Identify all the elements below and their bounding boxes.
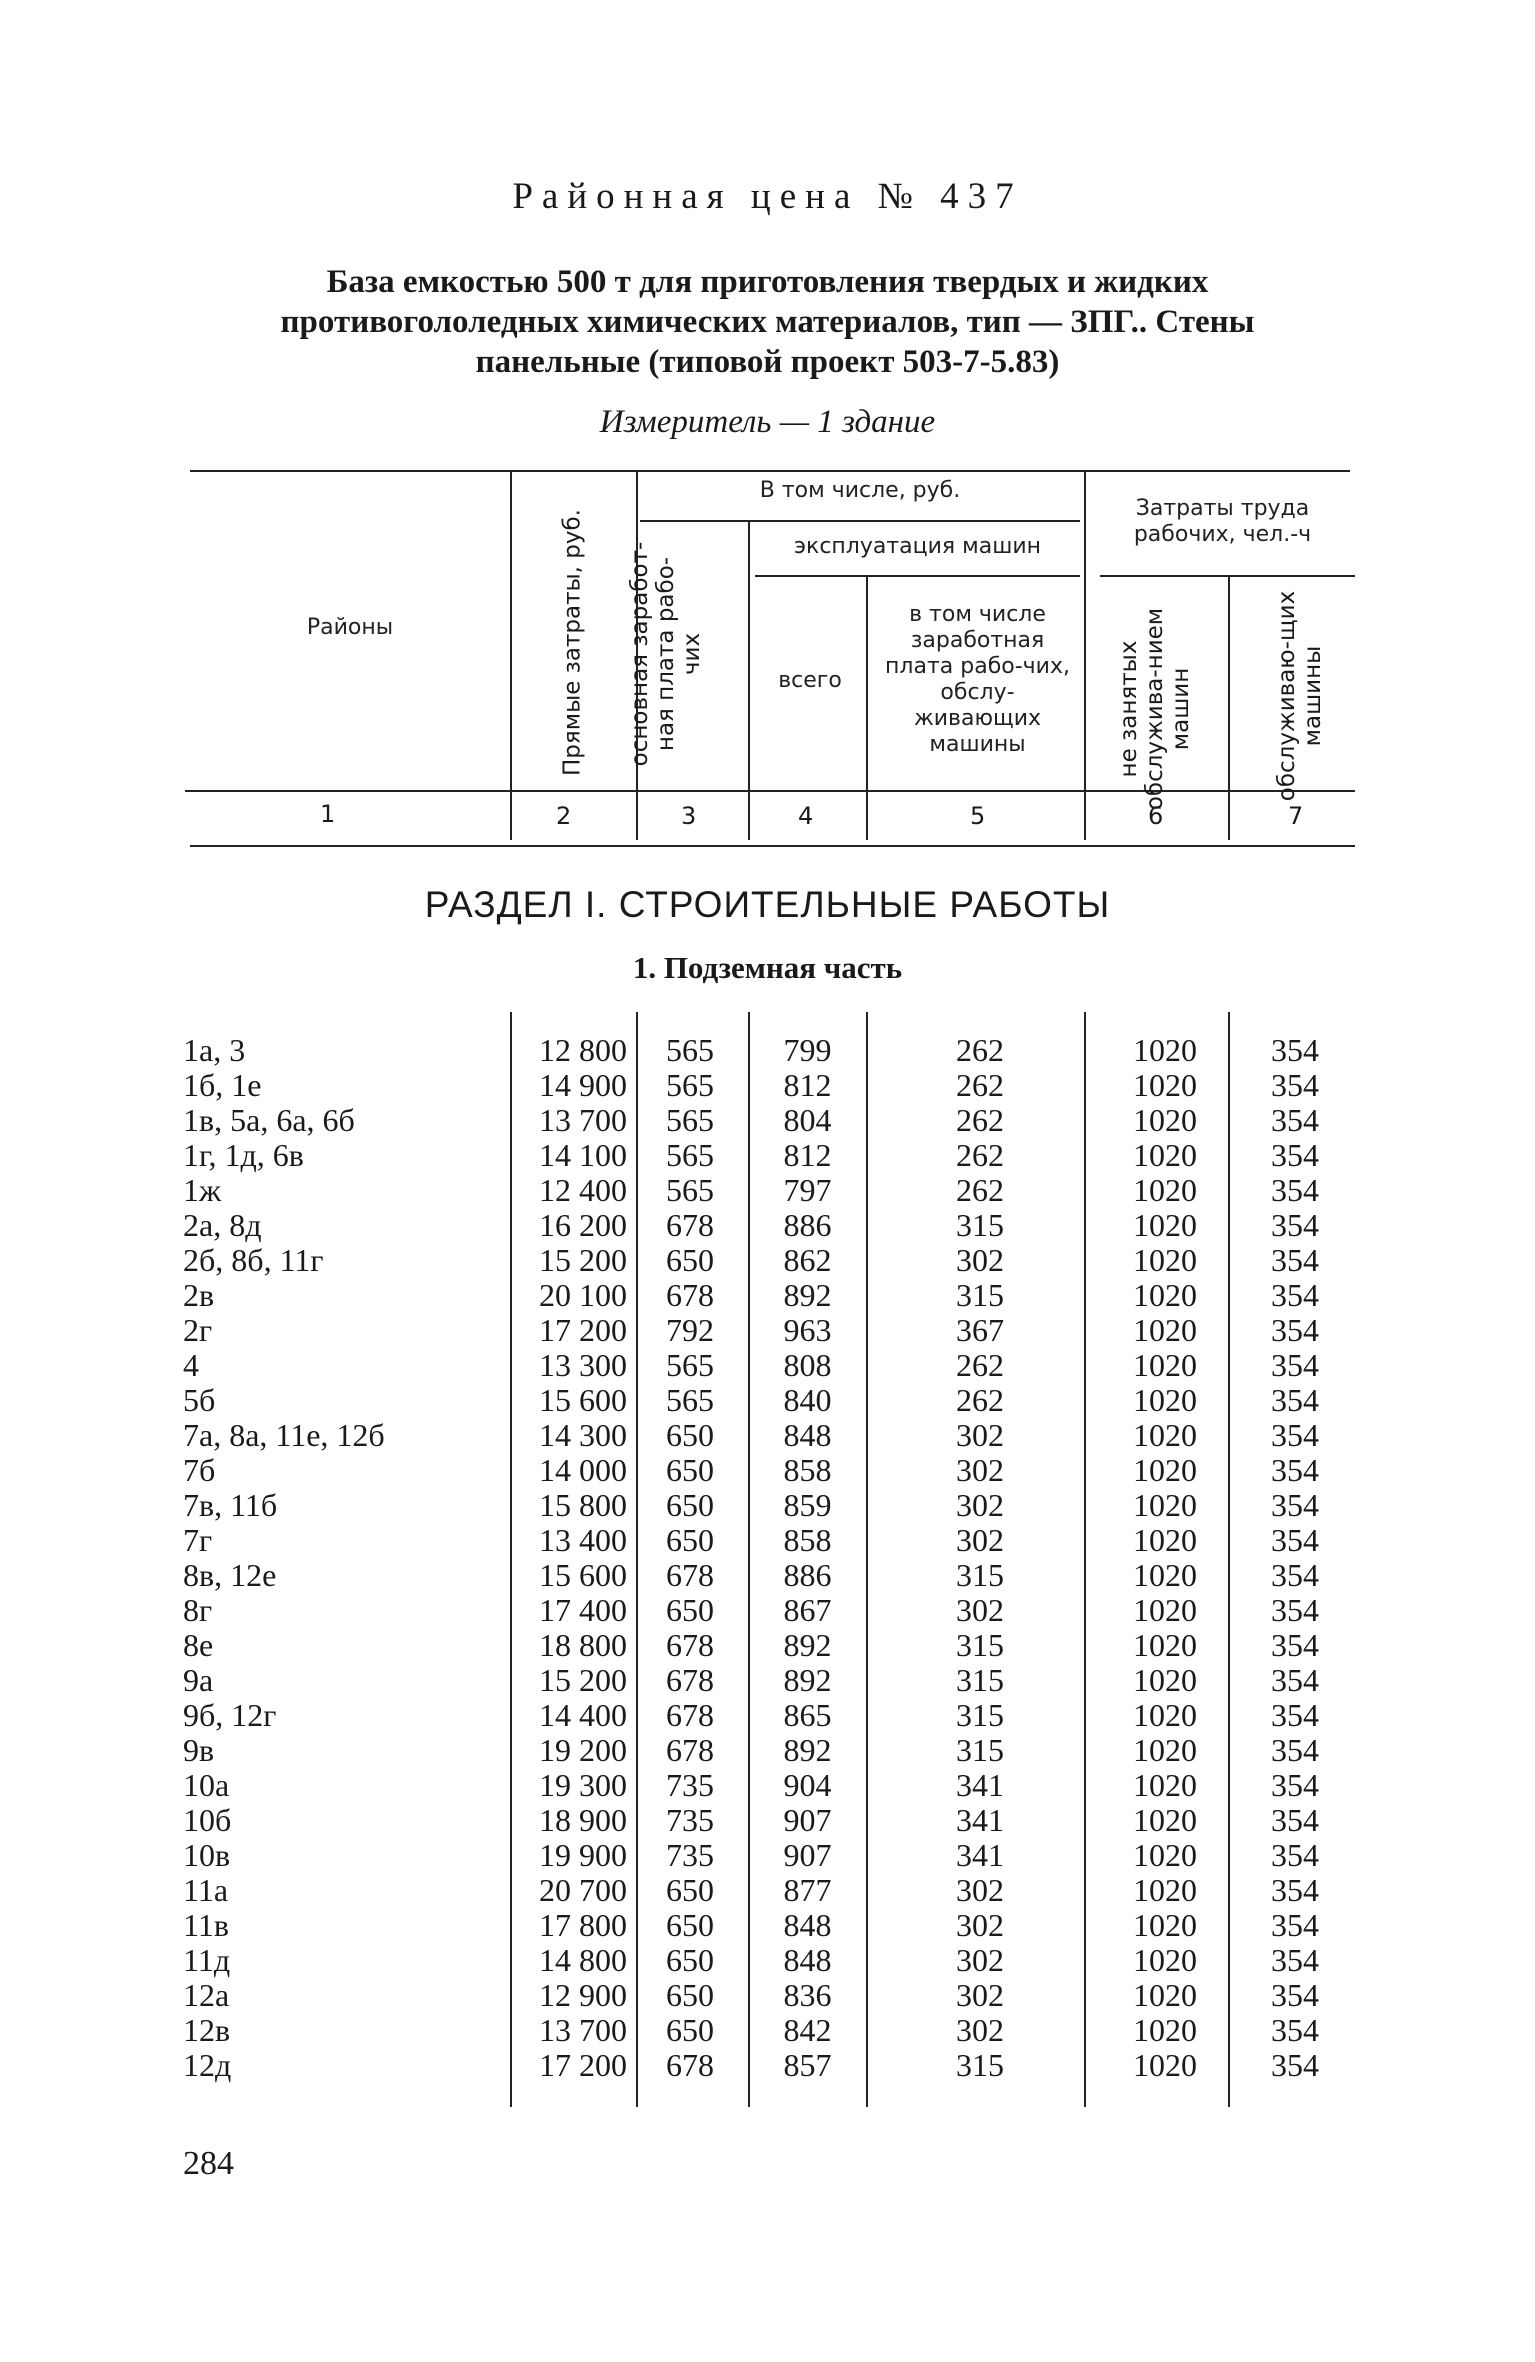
labor-not-servicing-cell: 1020 — [1133, 1907, 1197, 1943]
region-cell: 5б — [183, 1382, 216, 1418]
machines-total-cell: 848 — [783, 1907, 832, 1943]
base-wage-cell: 565 — [666, 1382, 714, 1418]
table-row — [0, 1873, 1535, 1908]
direct-costs-cell: 14 000 — [539, 1452, 627, 1488]
direct-costs-cell: 14 100 — [539, 1137, 627, 1173]
machines-total-cell: 963 — [783, 1312, 832, 1348]
table-row — [0, 1523, 1535, 1558]
labor-servicing-cell: 354 — [1271, 1942, 1319, 1978]
column-number: 2 — [556, 802, 572, 830]
region-cell: 7г — [183, 1522, 213, 1558]
labor-not-servicing-cell: 1020 — [1133, 1487, 1197, 1523]
region-cell: 7а, 8а, 11е, 12б — [183, 1417, 385, 1453]
table-row — [0, 1453, 1535, 1488]
labor-not-servicing-cell: 1020 — [1133, 1802, 1197, 1838]
region-cell: 9б, 12г — [183, 1697, 277, 1733]
column-number: 3 — [681, 802, 697, 830]
machines-total-cell: 892 — [783, 1277, 832, 1313]
labor-servicing-cell: 354 — [1271, 1977, 1319, 2013]
table-row — [0, 1278, 1535, 1313]
base-wage-cell: 650 — [666, 1592, 714, 1628]
header-direct-costs: Прямые затраты, руб. — [559, 509, 586, 777]
machines-total-cell: 865 — [783, 1697, 832, 1733]
machines-wage-cell: 302 — [956, 2012, 1004, 2048]
base-wage-cell: 565 — [666, 1347, 714, 1383]
base-wage-cell: 735 — [666, 1802, 714, 1838]
machines-wage-cell: 262 — [956, 1102, 1004, 1138]
labor-not-servicing-cell: 1020 — [1133, 2047, 1197, 2083]
machines-total-cell: 907 — [783, 1837, 832, 1873]
direct-costs-cell: 15 200 — [539, 1242, 627, 1278]
labor-servicing-cell: 354 — [1271, 1067, 1319, 1103]
header-including-wage: в том числе заработная плата рабо-чих, обслу-живающих машины — [885, 602, 1070, 757]
labor-not-servicing-cell: 1020 — [1133, 1837, 1197, 1873]
labor-not-servicing-cell: 1020 — [1133, 1137, 1197, 1173]
machines-wage-cell: 341 — [956, 1802, 1004, 1838]
direct-costs-cell: 13 400 — [539, 1522, 627, 1558]
direct-costs-cell: 20 700 — [539, 1872, 627, 1908]
direct-costs-cell: 14 300 — [539, 1417, 627, 1453]
labor-not-servicing-cell: 1020 — [1133, 1207, 1197, 1243]
machines-wage-cell: 302 — [956, 1872, 1004, 1908]
header-servicing: обслуживаю-щих машины — [1274, 590, 1326, 802]
direct-costs-cell: 15 200 — [539, 1662, 627, 1698]
direct-costs-cell: 12 800 — [539, 1032, 627, 1068]
labor-not-servicing-cell: 1020 — [1133, 1627, 1197, 1663]
labor-not-servicing-cell: 1020 — [1133, 1942, 1197, 1978]
base-wage-cell: 650 — [666, 1452, 714, 1488]
labor-servicing-cell: 354 — [1271, 1032, 1319, 1068]
labor-not-servicing-cell: 1020 — [1133, 1767, 1197, 1803]
table-row — [0, 1488, 1535, 1523]
machines-wage-cell: 315 — [956, 1732, 1004, 1768]
machines-wage-cell: 315 — [956, 1207, 1004, 1243]
labor-servicing-cell: 354 — [1271, 1382, 1319, 1418]
region-cell: 10а — [183, 1767, 230, 1803]
machines-wage-cell: 315 — [956, 1662, 1004, 1698]
machines-total-cell: 812 — [783, 1067, 832, 1103]
machines-total-cell: 857 — [783, 2047, 832, 2083]
column-number: 6 — [1148, 802, 1164, 830]
base-wage-cell: 650 — [666, 1417, 714, 1453]
machines-wage-cell: 341 — [956, 1837, 1004, 1873]
machines-wage-cell: 262 — [956, 1172, 1004, 1208]
machines-wage-cell: 315 — [956, 1277, 1004, 1313]
table-row — [0, 1313, 1535, 1348]
header-base-wage: основная заработ-ная плата рабо-чих — [627, 541, 705, 767]
direct-costs-cell: 13 700 — [539, 2012, 627, 2048]
base-wage-cell: 565 — [666, 1067, 714, 1103]
base-wage-cell: 650 — [666, 1942, 714, 1978]
base-wage-cell: 678 — [666, 1732, 714, 1768]
region-cell: 2б, 8б, 11г — [183, 1242, 324, 1278]
table-row — [0, 1383, 1535, 1418]
machines-wage-cell: 341 — [956, 1767, 1004, 1803]
base-wage-cell: 565 — [666, 1137, 714, 1173]
labor-servicing-cell: 354 — [1271, 1417, 1319, 1453]
machines-total-cell: 862 — [783, 1242, 832, 1278]
machines-wage-cell: 302 — [956, 1522, 1004, 1558]
region-cell: 9в — [183, 1732, 215, 1768]
base-wage-cell: 678 — [666, 1697, 714, 1733]
base-wage-cell: 678 — [666, 1627, 714, 1663]
region-cell: 1г, 1д, 6в — [183, 1137, 304, 1173]
region-cell: 10б — [183, 1802, 232, 1838]
table-row — [0, 1558, 1535, 1593]
measurement-unit: Измеритель — 1 здание — [599, 404, 936, 440]
labor-servicing-cell: 354 — [1271, 1837, 1319, 1873]
base-wage-cell: 650 — [666, 1487, 714, 1523]
base-wage-cell: 650 — [666, 1522, 714, 1558]
machines-total-cell: 907 — [783, 1802, 832, 1838]
direct-costs-cell: 18 800 — [539, 1627, 627, 1663]
labor-servicing-cell: 354 — [1271, 1102, 1319, 1138]
machines-total-cell: 886 — [783, 1557, 832, 1593]
direct-costs-cell: 17 200 — [539, 2047, 627, 2083]
machines-wage-cell: 367 — [956, 1312, 1004, 1348]
direct-costs-cell: 14 900 — [539, 1067, 627, 1103]
labor-servicing-cell: 354 — [1271, 1172, 1319, 1208]
subsection-title: 1. Подземная часть — [632, 950, 903, 985]
direct-costs-cell: 18 900 — [539, 1802, 627, 1838]
labor-servicing-cell: 354 — [1271, 1207, 1319, 1243]
labor-not-servicing-cell: 1020 — [1133, 1697, 1197, 1733]
direct-costs-cell: 15 800 — [539, 1487, 627, 1523]
machines-total-cell: 812 — [783, 1137, 832, 1173]
direct-costs-cell: 12 400 — [539, 1172, 627, 1208]
base-wage-cell: 565 — [666, 1102, 714, 1138]
machines-total-cell: 859 — [783, 1487, 832, 1523]
table-row — [0, 1943, 1535, 1978]
machines-wage-cell: 315 — [956, 2047, 1004, 2083]
machines-total-cell: 836 — [783, 1977, 832, 2013]
machines-wage-cell: 262 — [956, 1032, 1004, 1068]
machines-total-cell: 848 — [783, 1942, 832, 1978]
header-labor-costs: Затраты труда рабочих, чел.-ч — [1133, 496, 1312, 547]
price-title: Районная цена № 437 — [512, 176, 1023, 217]
table-row — [0, 1138, 1535, 1173]
machines-wage-cell: 302 — [956, 1452, 1004, 1488]
region-cell: 11в — [183, 1907, 229, 1943]
region-cell: 12а — [183, 1977, 230, 2013]
labor-not-servicing-cell: 1020 — [1133, 1662, 1197, 1698]
labor-not-servicing-cell: 1020 — [1133, 1417, 1197, 1453]
machines-wage-cell: 262 — [956, 1382, 1004, 1418]
machines-wage-cell: 302 — [956, 1592, 1004, 1628]
machines-total-cell: 858 — [783, 1452, 832, 1488]
machines-total-cell: 886 — [783, 1207, 832, 1243]
region-cell: 4 — [183, 1347, 199, 1383]
labor-not-servicing-cell: 1020 — [1133, 1557, 1197, 1593]
header-including: В том числе, руб. — [759, 478, 961, 503]
direct-costs-cell: 13 300 — [539, 1347, 627, 1383]
direct-costs-cell: 13 700 — [539, 1102, 627, 1138]
labor-servicing-cell: 354 — [1271, 1802, 1319, 1838]
direct-costs-cell: 17 400 — [539, 1592, 627, 1628]
direct-costs-cell: 15 600 — [539, 1382, 627, 1418]
region-cell: 11д — [183, 1942, 231, 1978]
base-wage-cell: 650 — [666, 1872, 714, 1908]
machines-total-cell: 892 — [783, 1732, 832, 1768]
labor-not-servicing-cell: 1020 — [1133, 1067, 1197, 1103]
labor-not-servicing-cell: 1020 — [1133, 1872, 1197, 1908]
page-number: 284 — [183, 2145, 234, 2182]
labor-not-servicing-cell: 1020 — [1133, 1452, 1197, 1488]
machines-total-cell: 848 — [783, 1417, 832, 1453]
machines-wage-cell: 315 — [956, 1627, 1004, 1663]
base-wage-cell: 650 — [666, 1977, 714, 2013]
base-wage-cell: 678 — [666, 2047, 714, 2083]
base-wage-cell: 650 — [666, 2012, 714, 2048]
direct-costs-cell: 19 300 — [539, 1767, 627, 1803]
machines-wage-cell: 315 — [956, 1697, 1004, 1733]
labor-not-servicing-cell: 1020 — [1133, 1522, 1197, 1558]
machines-total-cell: 892 — [783, 1627, 832, 1663]
machines-wage-cell: 262 — [956, 1067, 1004, 1103]
direct-costs-cell: 20 100 — [539, 1277, 627, 1313]
table-row — [0, 1768, 1535, 1803]
labor-servicing-cell: 354 — [1271, 1872, 1319, 1908]
table-row — [0, 1068, 1535, 1103]
labor-not-servicing-cell: 1020 — [1133, 1312, 1197, 1348]
region-cell: 9а — [183, 1662, 214, 1698]
column-number: 5 — [970, 802, 986, 830]
labor-not-servicing-cell: 1020 — [1133, 1732, 1197, 1768]
base-wage-cell: 565 — [666, 1172, 714, 1208]
direct-costs-cell: 17 800 — [539, 1907, 627, 1943]
labor-servicing-cell: 354 — [1271, 1697, 1319, 1733]
machines-total-cell: 877 — [783, 1872, 832, 1908]
labor-not-servicing-cell: 1020 — [1133, 1102, 1197, 1138]
section-title: РАЗДЕЛ I. СТРОИТЕЛЬНЫЕ РАБОТЫ — [424, 884, 1111, 925]
machines-total-cell: 867 — [783, 1592, 832, 1628]
machines-wage-cell: 302 — [956, 1487, 1004, 1523]
region-cell: 10в — [183, 1837, 231, 1873]
region-cell: 12в — [183, 2012, 231, 2048]
region-cell: 7в, 11б — [183, 1487, 278, 1523]
labor-servicing-cell: 354 — [1271, 1732, 1319, 1768]
region-cell: 1ж — [183, 1172, 222, 1208]
labor-servicing-cell: 354 — [1271, 1487, 1319, 1523]
base-wage-cell: 735 — [666, 1837, 714, 1873]
labor-servicing-cell: 354 — [1271, 2012, 1319, 2048]
base-wage-cell: 650 — [666, 1242, 714, 1278]
machines-wage-cell: 262 — [956, 1137, 1004, 1173]
labor-not-servicing-cell: 1020 — [1133, 1592, 1197, 1628]
labor-servicing-cell: 354 — [1271, 1557, 1319, 1593]
machines-wage-cell: 302 — [956, 1417, 1004, 1453]
region-cell: 11а — [183, 1872, 229, 1908]
labor-servicing-cell: 354 — [1271, 1452, 1319, 1488]
table-row — [0, 1593, 1535, 1628]
direct-costs-cell: 19 900 — [539, 1837, 627, 1873]
labor-not-servicing-cell: 1020 — [1133, 1382, 1197, 1418]
region-cell: 8г — [183, 1592, 213, 1628]
region-cell: 7б — [183, 1452, 216, 1488]
labor-not-servicing-cell: 1020 — [1133, 1977, 1197, 2013]
labor-servicing-cell: 354 — [1271, 1312, 1319, 1348]
header-machine-operation: эксплуатация машин — [793, 534, 1042, 559]
column-number: 4 — [798, 802, 814, 830]
labor-servicing-cell: 354 — [1271, 1242, 1319, 1278]
labor-servicing-cell: 354 — [1271, 1522, 1319, 1558]
region-cell: 1а, 3 — [183, 1032, 246, 1068]
labor-servicing-cell: 354 — [1271, 1662, 1319, 1698]
table-row — [0, 2048, 1535, 2083]
table-row — [0, 1978, 1535, 2013]
machines-total-cell: 858 — [783, 1522, 832, 1558]
direct-costs-cell: 16 200 — [539, 1207, 627, 1243]
labor-servicing-cell: 354 — [1271, 1277, 1319, 1313]
direct-costs-cell: 12 900 — [539, 1977, 627, 2013]
region-cell: 8в, 12е — [183, 1557, 277, 1593]
header-not-servicing: не занятых обслужива-нием машин — [1116, 607, 1194, 811]
base-wage-cell: 735 — [666, 1767, 714, 1803]
object-description: База емкостью 500 т для приготовления твердых и жидких противогололедных химических материалов, тип — ЗПГ.. Стены панельные (типовой проект 503-7-5.83) — [280, 264, 1255, 380]
machines-total-cell: 892 — [783, 1662, 832, 1698]
table-row — [0, 1838, 1535, 1873]
labor-not-servicing-cell: 1020 — [1133, 1277, 1197, 1313]
direct-costs-cell: 14 800 — [539, 1942, 627, 1978]
labor-servicing-cell: 354 — [1271, 1137, 1319, 1173]
table-row — [0, 1628, 1535, 1663]
base-wage-cell: 678 — [666, 1662, 714, 1698]
machines-wage-cell: 302 — [956, 1242, 1004, 1278]
base-wage-cell: 678 — [666, 1557, 714, 1593]
column-number: 7 — [1288, 802, 1304, 830]
region-cell: 1в, 5а, 6а, 6б — [183, 1102, 355, 1138]
machines-total-cell: 797 — [783, 1172, 832, 1208]
table-row — [0, 1698, 1535, 1733]
labor-not-servicing-cell: 1020 — [1133, 1347, 1197, 1383]
table-row — [0, 1243, 1535, 1278]
region-cell: 2г — [183, 1312, 213, 1348]
direct-costs-cell: 17 200 — [539, 1312, 627, 1348]
machines-wage-cell: 302 — [956, 1942, 1004, 1978]
labor-not-servicing-cell: 1020 — [1133, 1172, 1197, 1208]
region-cell: 2а, 8д — [183, 1207, 262, 1243]
labor-not-servicing-cell: 1020 — [1133, 1032, 1197, 1068]
labor-servicing-cell: 354 — [1271, 1907, 1319, 1943]
direct-costs-cell: 14 400 — [539, 1697, 627, 1733]
labor-not-servicing-cell: 1020 — [1133, 1242, 1197, 1278]
table-row — [0, 1733, 1535, 1768]
machines-wage-cell: 262 — [956, 1347, 1004, 1383]
region-cell: 12д — [183, 2047, 232, 2083]
machines-total-cell: 804 — [783, 1102, 832, 1138]
table-row — [0, 1208, 1535, 1243]
table-row — [0, 1908, 1535, 1943]
table-row — [0, 1803, 1535, 1838]
base-wage-cell: 565 — [666, 1032, 714, 1068]
machines-total-cell: 799 — [783, 1032, 832, 1068]
table-row — [0, 1418, 1535, 1453]
header-regions: Районы — [306, 615, 394, 640]
labor-not-servicing-cell: 1020 — [1133, 2012, 1197, 2048]
direct-costs-cell: 19 200 — [539, 1732, 627, 1768]
base-wage-cell: 650 — [666, 1907, 714, 1943]
base-wage-cell: 678 — [666, 1277, 714, 1313]
table-row — [0, 1033, 1535, 1068]
base-wage-cell: 678 — [666, 1207, 714, 1243]
column-number: 1 — [320, 800, 336, 828]
direct-costs-cell: 15 600 — [539, 1557, 627, 1593]
machines-wage-cell: 315 — [956, 1557, 1004, 1593]
header-total: всего — [778, 668, 842, 693]
labor-servicing-cell: 354 — [1271, 1767, 1319, 1803]
base-wage-cell: 792 — [666, 1312, 714, 1348]
table-row — [0, 1173, 1535, 1208]
machines-total-cell: 808 — [783, 1347, 832, 1383]
table-row — [0, 2013, 1535, 2048]
labor-servicing-cell: 354 — [1271, 1347, 1319, 1383]
machines-total-cell: 842 — [783, 2012, 832, 2048]
region-cell: 8е — [183, 1627, 214, 1663]
labor-servicing-cell: 354 — [1271, 2047, 1319, 2083]
table-row — [0, 1663, 1535, 1698]
region-cell: 2в — [183, 1277, 215, 1313]
machines-total-cell: 840 — [783, 1382, 832, 1418]
machines-wage-cell: 302 — [956, 1977, 1004, 2013]
region-cell: 1б, 1е — [183, 1067, 262, 1103]
labor-servicing-cell: 354 — [1271, 1592, 1319, 1628]
table-row — [0, 1348, 1535, 1383]
machines-wage-cell: 302 — [956, 1907, 1004, 1943]
table-row — [0, 1103, 1535, 1138]
labor-servicing-cell: 354 — [1271, 1627, 1319, 1663]
machines-total-cell: 904 — [783, 1767, 832, 1803]
